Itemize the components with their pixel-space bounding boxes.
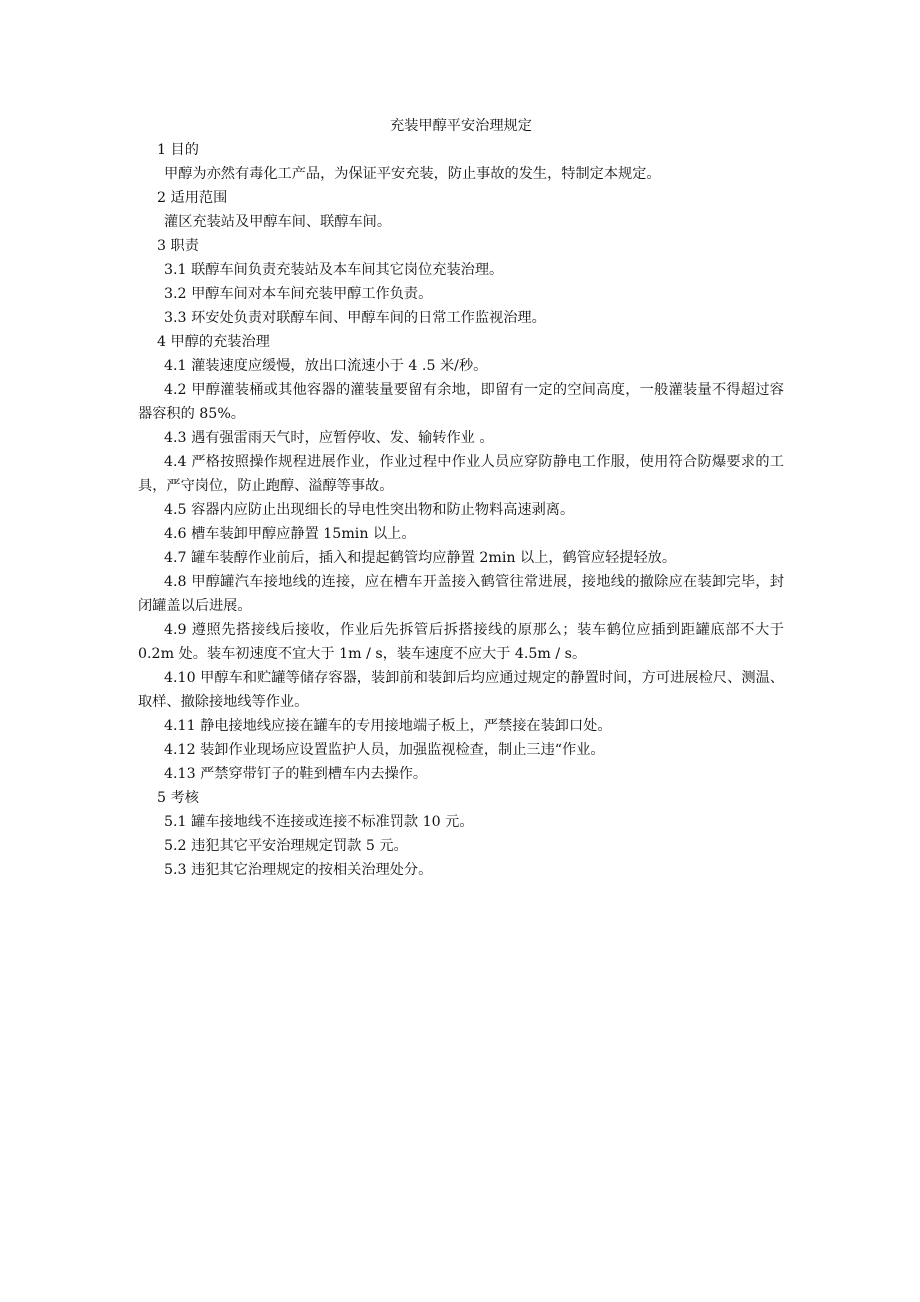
duty-item: 3.1 联醇车间负责充装站及本车间其它岗位充装治理。 [164,262,504,278]
duty-item: 3.2 甲醇车间对本车间充装甲醇工作负责。 [164,286,433,302]
rule-item: 4.9 遵照先搭接线后接收，作业后先拆管后拆搭接线的原那么；装车鹤位应插到距罐底部不大于 0.2m 处。装车初速度不宜大于 1m / s，装车速度不应大于 4.5m / s。 [138,622,784,662]
penalty-item: 5.1 罐车接地线不连接或连接不标准罚款 10 元。 [164,814,474,830]
rule-item: 4.12 装卸作业现场应设置监护人员，加强监视检查，制止三违“作业。 [164,742,605,758]
rule-item: 4.13 严禁穿带钉子的鞋到槽车内去操作。 [164,766,428,782]
section-heading-scope: 2 适用范围 [157,190,228,206]
rule-item: 4.3 遇有强雷雨天气时，应暂停收、发、输转作业 。 [164,430,494,446]
section-heading-duties: 3 职责 [157,238,199,254]
document-title: 充装甲醇平安治理规定 [390,118,532,134]
rule-item: 4.4 严格按照操作规程进展作业，作业过程中作业人员应穿防静电工作服，使用符合防爆要求的工具，严守岗位，防止跑醇、溢醇等事故。 [138,454,784,494]
rule-item: 4.1 灌装速度应缓慢，放出口流速小于 4 .5 米/秒。 [164,358,488,374]
rule-item: 4.2 甲醇灌装桶或其他容器的灌装量要留有余地，即留有一定的空间高度，一般灌装量不得超过容器容积的 85%。 [138,382,784,422]
duty-item: 3.3 环安处负责对联醇车间、甲醇车间的日常工作监视治理。 [164,310,546,326]
section-heading-filling-management: 4 甲醇的充装治理 [157,334,270,350]
rule-item: 4.10 甲醇车和贮罐等储存容器，装卸前和装卸后均应通过规定的静置时间，方可进展检尺、测温、取样、撤除接地线等作业。 [138,670,784,710]
purpose-paragraph: 甲醇为亦然有毒化工产品，为保证平安充装，防止事故的发生，特制定本规定。 [164,166,661,182]
document-body [138,114,784,882]
penalty-item: 5.3 违犯其它治理规定的按相关治理处分。 [164,862,433,878]
section-heading-assessment: 5 考核 [157,790,199,806]
rule-item: 4.11 静电接地线应接在罐车的专用接地端子板上，严禁接在装卸口处。 [164,718,612,734]
rule-item: 4.5 容器内应防止出现细长的导电性突出物和防止物料高速剥离。 [164,502,575,518]
rule-item: 4.7 罐车装醇作业前后，插入和提起鹤管均应静置 2min 以上，鹤管应轻提轻放。 [164,550,677,566]
penalty-item: 5.2 违犯其它平安治理规定罚款 5 元。 [164,838,408,854]
rule-item: 4.8 甲醇罐汽车接地线的连接，应在槽车开盖接入鹤管往常进展，接地线的撤除应在装卸完毕，封闭罐盖以后进展。 [138,574,784,614]
rule-item: 4.6 槽车装卸甲醇应静置 15min 以上。 [164,526,416,542]
scope-paragraph: 灌区充装站及甲醇车间、联醇车间。 [164,214,392,230]
section-heading-purpose: 1 目的 [157,142,199,158]
